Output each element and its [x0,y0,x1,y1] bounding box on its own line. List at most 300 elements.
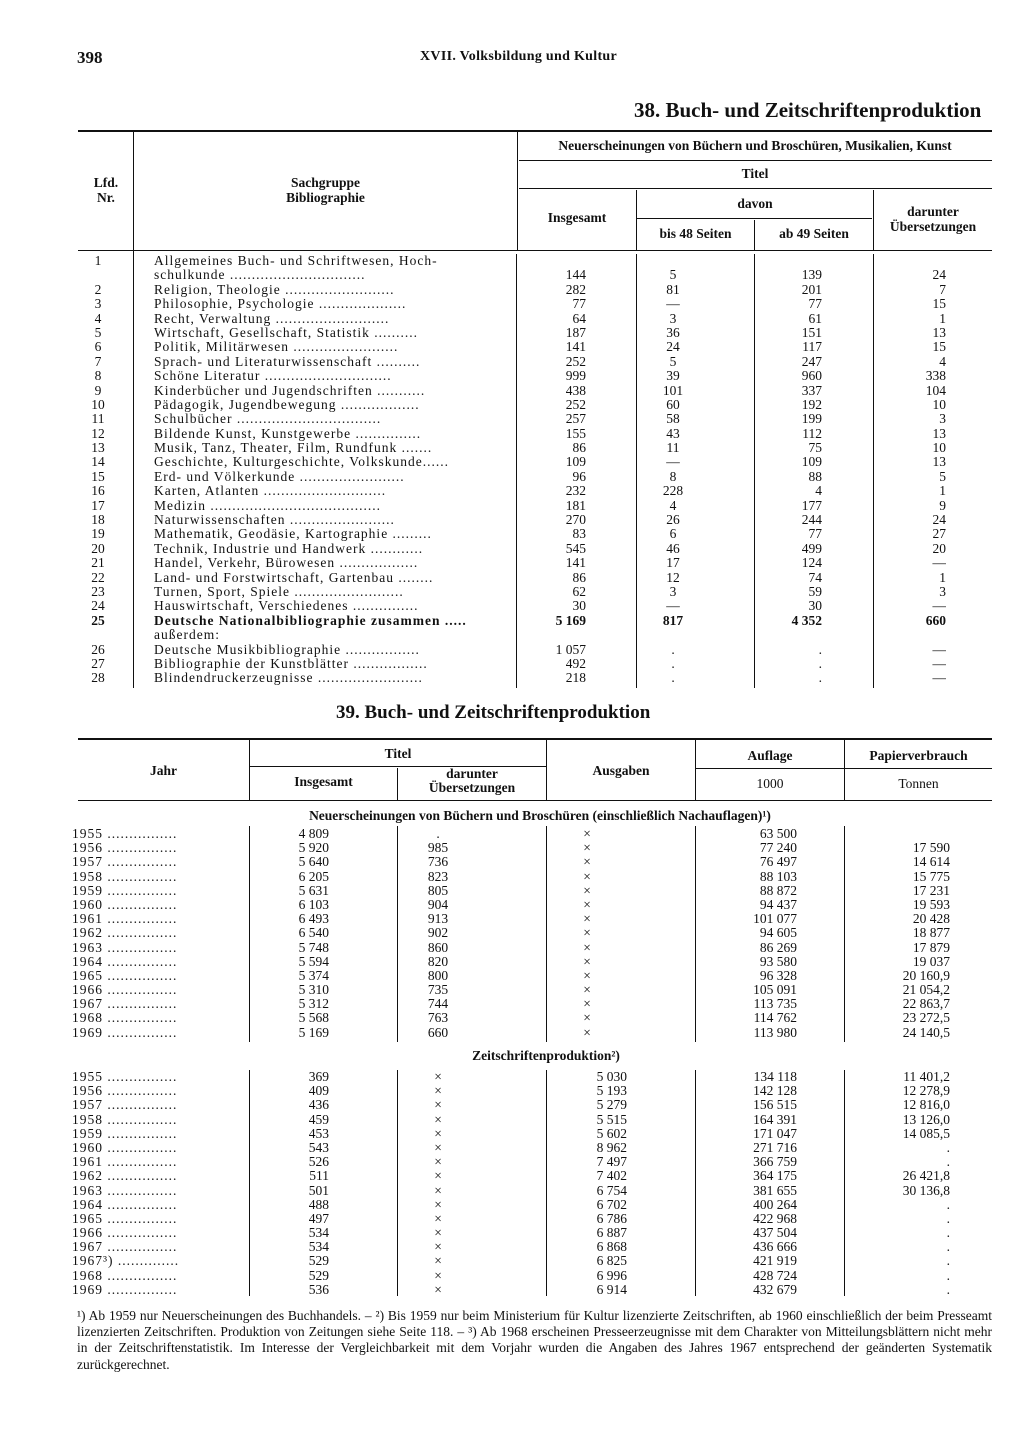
row-nr: 17 [91,498,105,513]
row-label: Bildende Kunst, Kunstgewerbe ............... [154,426,422,441]
row-jahr: 1969 ................ [72,1282,178,1297]
table-row [72,827,992,841]
row-ab49: 192 [801,397,822,412]
row-auflage: 86 269 [759,940,797,955]
row-bis48: 26 [666,513,680,528]
row-ab49: 112 [802,426,822,441]
row-uebersetzungen: 10 [932,397,946,412]
row-papier: 20 428 [912,912,950,927]
row-insgesamt: 5 169 [555,613,586,628]
row-auflage: 364 175 [753,1169,797,1184]
row-label: Schulbücher ................................. [154,412,382,427]
row-papier: 15 775 [912,869,950,884]
row-auflage: 105 091 [753,983,797,998]
row-uebersetzungen: 13 [932,426,946,441]
row-jahr: 1963 ................ [72,940,178,955]
table-row [78,455,998,469]
row-jahr: 1955 ................ [72,1070,178,1084]
table-row [72,1011,992,1025]
row-uebersetzungen: 860 [427,940,449,955]
row-insgesamt: 218 [565,671,586,686]
row-label: außerdem: [154,628,220,643]
row-insgesamt: 6 540 [298,926,329,941]
row-jahr: 1967³) .............. [72,1254,180,1269]
row-ab49: 499 [801,541,822,556]
row-auflage: 94 605 [759,926,797,941]
row-nr: 26 [91,642,105,657]
row-nr: 12 [91,426,105,441]
table-row [72,1169,992,1183]
row-auflage: 88 872 [759,883,797,898]
row-nr: 16 [91,484,105,499]
row-insgesamt: 181 [565,498,586,513]
col-insgesamt: Insgesamt [547,210,607,225]
row-uebersetzungen: × [434,1268,442,1283]
col-nr: Nr. [97,190,115,205]
row-ausgaben: 6 996 [596,1268,627,1283]
table-row [72,855,992,869]
row-label: Naturwissenschaften ........................ [154,513,395,528]
row-bis48: 60 [666,397,680,412]
row-nr: 22 [91,570,105,585]
row-auflage: 171 047 [753,1126,797,1141]
table-row [72,1283,992,1297]
table-row [78,657,998,671]
row-auflage: 114 762 [753,1011,797,1026]
row-uebersetzungen: 744 [427,997,449,1012]
row-auflage: 113 735 [753,997,797,1012]
col-ausgaben: Ausgaben [592,763,650,778]
row-uebersetzungen: × [434,1211,442,1226]
row-insgesamt: 83 [572,527,586,542]
row-jahr: 1965 ................ [72,968,178,983]
table-row [72,1026,992,1040]
table-row [78,499,998,513]
row-bis48: 39 [666,369,680,384]
row-papier: 18 877 [912,926,950,941]
row-ab49: 201 [801,282,822,297]
row-insgesamt: 62 [572,584,586,599]
row-jahr: 1963 ................ [72,1183,178,1198]
row-ausgaben: 7 402 [596,1169,627,1184]
rule [78,800,992,801]
row-bis48: 5 [669,268,677,283]
row-bis48: 11 [666,441,680,456]
row-insgesamt: 109 [565,455,586,470]
table-row [78,427,998,441]
row-label: schulkunde ............................... [154,268,366,283]
row-uebersetzungen: × [434,1183,442,1198]
row-auflage: 134 118 [753,1070,797,1084]
row-insgesamt: 529 [308,1268,329,1283]
row-uebersetzungen: × [434,1126,442,1141]
table-row [72,983,992,997]
row-insgesamt: 543 [308,1140,329,1155]
row-insgesamt: 529 [308,1254,329,1269]
row-insgesamt: 252 [565,397,586,412]
col-bib: Bibliographie [286,190,365,205]
row-label: Sprach- und Literaturwissenschaft .......... [154,354,421,369]
row-uebersetzungen: 24 [932,513,946,528]
row-uebersetzungen: 1 [939,484,946,499]
row-ab49: . [818,642,822,657]
col-neuerscheinungen: Neuerscheinungen von Büchern und Broschüren, Musikalien, Kunst [558,138,952,153]
row-papier: . [946,1211,950,1226]
row-auflage: 421 919 [753,1254,797,1269]
row-papier: 19 037 [912,954,950,969]
row-auflage: 400 264 [753,1197,797,1212]
table-row [78,484,998,498]
row-bis48: 817 [662,613,684,628]
row-label: Kinderbücher und Jugendschriften ........... [154,383,426,398]
row-jahr: 1964 ................ [72,954,178,969]
row-bis48: 228 [662,484,684,499]
row-label: Recht, Verwaltung .......................... [154,311,390,326]
row-papier: . [946,1197,950,1212]
rule [636,218,872,219]
table-row [72,1254,992,1268]
row-label: Allgemeines Buch- und Schriftwesen, Hoch- [154,254,438,268]
row-label: Handel, Verkehr, Bürowesen .................. [154,556,419,571]
table-row [78,355,998,369]
table-row [72,1084,992,1098]
row-auflage: 428 724 [753,1268,797,1283]
table-38-body [78,254,998,686]
row-jahr: 1956 ................ [72,841,178,856]
col-titel: Titel [384,746,412,761]
row-ab49: 77 [808,527,822,542]
row-insgesamt: 453 [308,1126,329,1141]
col-darunter-line1: darunter [907,204,959,219]
row-bis48: 58 [666,412,680,427]
row-insgesamt: 5 920 [298,841,329,856]
row-jahr: 1959 ................ [72,883,178,898]
row-uebersetzungen: 5 [939,469,946,484]
row-uebersetzungen: 13 [932,455,946,470]
row-uebersetzungen: 27 [932,527,946,542]
row-ab49: 77 [808,297,822,312]
row-ausgaben: 5 193 [596,1084,627,1099]
row-bis48: 43 [666,426,680,441]
row-ausgaben: × [583,926,591,941]
row-ausgaben: 5 602 [596,1126,627,1141]
row-uebersetzungen: — [932,642,946,657]
row-bis48: 101 [662,383,684,398]
table-row [78,340,998,354]
row-nr: 25 [91,613,105,628]
col-sachgruppe [134,175,517,205]
row-auflage: 381 655 [753,1183,797,1198]
row-label: Karten, Atlanten ............................ [154,484,387,499]
table-row [78,585,998,599]
row-ab49: . [818,656,822,671]
table-row [72,1198,992,1212]
row-jahr: 1956 ................ [72,1084,178,1099]
row-bis48: 81 [666,282,680,297]
row-auflage: 142 128 [753,1084,797,1099]
row-bis48: 5 [669,354,677,369]
row-insgesamt: 5 312 [298,997,329,1012]
row-papier: 24 140,5 [902,1025,950,1040]
row-insgesamt: 1 057 [555,642,586,657]
row-papier: 21 054,2 [902,983,950,998]
row-insgesamt: 526 [308,1155,329,1170]
row-insgesamt: 96 [572,469,586,484]
row-insgesamt: 5 631 [298,883,329,898]
col-insgesamt: Insgesamt [294,774,353,789]
row-label: Erd- und Völkerkunde ........................ [154,469,405,484]
row-uebersetzungen: × [434,1254,442,1269]
table-row [72,926,992,940]
row-insgesamt: 86 [572,441,586,456]
row-label: Religion, Theologie ......................... [154,282,395,297]
row-uebersetzungen: 24 [932,268,946,283]
table-row [72,1155,992,1169]
table-row [78,571,998,585]
row-papier: . [946,1140,950,1155]
row-insgesamt: 187 [565,325,586,340]
table-row [78,283,998,297]
rule [78,738,992,740]
footnotes [77,1308,992,1373]
col-bis48: bis 48 Seiten [659,226,732,241]
row-bis48: 6 [669,527,677,542]
row-ausgaben: × [583,912,591,927]
row-auflage: 101 077 [753,912,797,927]
table-row [78,556,998,570]
table-row [78,412,998,426]
row-bis48: — [666,599,680,614]
row-uebersetzungen: — [932,656,946,671]
row-jahr: 1962 ................ [72,926,178,941]
row-label: Bibliographie der Kunstblätter ................. [154,656,428,671]
row-papier: . [946,1282,950,1297]
table-row [72,1184,992,1198]
row-ausgaben: × [583,869,591,884]
row-uebersetzungen: 338 [925,369,946,384]
row-nr: 14 [91,455,105,470]
row-jahr: 1960 ................ [72,897,178,912]
row-nr: 4 [94,311,102,326]
row-nr: 21 [91,556,105,571]
row-ausgaben: × [583,983,591,998]
row-insgesamt: 999 [565,369,586,384]
row-jahr: 1957 ................ [72,1098,178,1113]
row-jahr: 1968 ................ [72,1268,178,1283]
row-insgesamt: 534 [308,1240,329,1255]
row-label: Blindendruckerzeugnisse ........................ [154,671,423,686]
row-label: Philosophie, Psychologie .................... [154,297,407,312]
row-papier: 12 278,9 [902,1084,950,1099]
row-insgesamt: 270 [565,513,586,528]
table-row [78,628,998,642]
row-insgesamt: 86 [572,570,586,585]
row-ab49: 109 [801,455,822,470]
row-ausgaben: × [583,940,591,955]
row-jahr: 1958 ................ [72,869,178,884]
row-insgesamt: 6 493 [298,912,329,927]
row-ausgaben: × [583,1011,591,1026]
row-papier: 22 863,7 [902,997,950,1012]
col-jahr: Jahr [150,763,177,778]
table-row [78,542,998,556]
footnote-text: ¹) Ab 1959 nur Neuerscheinungen des Buchhandels. – ²) Bis 1959 nur beim Ministerium für Kultur lizenzierte Zeitschriften, ab 1960 einschließlich der beim Presseamt lizenzierten Zeitschriften. Produktion von Zeitungen siehe Seite 118. – ³) Ab 1968 erscheinen Presseerzeugnisse mit dem Charakter von Mitteilungsblättern nicht mehr in der Zeitschriftenstatistik. Im Interesse der Vergleichbarkeit mit dem Vorjahr wurden die Angaben des Jahres 1967 entsprechend der geänderten Systematik zurückgerechnet. [77,1308,992,1372]
rule [78,250,992,251]
row-ausgaben: × [583,997,591,1012]
row-bis48: . [671,656,675,671]
col-darunter-line2: Übersetzungen [428,780,516,795]
row-insgesamt: 534 [308,1226,329,1241]
row-jahr: 1961 ................ [72,1155,178,1170]
row-nr: 10 [91,397,105,412]
row-ausgaben: × [583,968,591,983]
row-ausgaben: 6 887 [596,1226,627,1241]
row-insgesamt: 488 [308,1197,329,1212]
row-papier: 13 126,0 [902,1112,950,1127]
row-nr: 15 [91,469,105,484]
row-uebersetzungen: 823 [427,869,449,884]
table-row [72,870,992,884]
row-insgesamt: 77 [572,297,586,312]
table-row [78,384,998,398]
row-nr: 20 [91,541,105,556]
row-auflage: 76 497 [759,855,797,870]
row-auflage: 422 968 [753,1211,797,1226]
row-papier: 26 421,8 [902,1169,950,1184]
row-insgesamt: 64 [572,311,586,326]
table-row [72,841,992,855]
row-jahr: 1960 ................ [72,1140,178,1155]
row-label: Turnen, Sport, Spiele ......................... [154,584,404,599]
table-39-title: 39. Buch- und Zeitschriftenproduktion [336,702,651,723]
row-ab49: 30 [808,599,822,614]
row-bis48: . [671,642,675,657]
row-ausgaben: × [583,841,591,856]
row-ab49: 124 [801,556,822,571]
table-row [78,398,998,412]
row-uebersetzungen: 763 [427,1011,449,1026]
section-buecher: Neuerscheinungen von Büchern und Broschüren (einschließlich Nachauflagen)¹) [309,808,771,823]
row-label: Musik, Tanz, Theater, Film, Rundfunk ....... [154,441,433,456]
row-uebersetzungen: × [434,1169,442,1184]
row-auflage: 366 759 [753,1155,797,1170]
row-nr: 7 [94,354,102,369]
row-uebersetzungen: 820 [427,954,449,969]
row-uebersetzungen: 7 [939,282,946,297]
row-label: Geschichte, Kulturgeschichte, Volkskunde...... [154,455,449,470]
table-row [78,369,998,383]
col-papier: Papierverbrauch [869,748,968,763]
row-nr: 27 [91,656,105,671]
row-label: Land- und Forstwirtschaft, Gartenbau ........ [154,570,434,585]
row-insgesamt: 30 [572,599,586,614]
row-uebersetzungen: 20 [932,541,946,556]
row-bis48: — [666,297,680,312]
row-jahr: 1966 ................ [72,1226,178,1241]
row-uebersetzungen: × [434,1155,442,1170]
table-row [72,997,992,1011]
table-row [78,312,998,326]
row-bis48: 46 [666,541,680,556]
col-sach: Sachgruppe [290,175,361,190]
row-insgesamt: 369 [308,1070,329,1084]
row-ausgaben: 5 279 [596,1098,627,1113]
col-darunter [398,767,546,795]
row-insgesamt: 232 [565,484,586,499]
row-ab49: 960 [801,369,822,384]
row-ab49: 177 [801,498,822,513]
row-auflage: 77 240 [759,841,797,856]
row-uebersetzungen: 913 [427,912,449,927]
row-label: Deutsche Nationalbibliographie zusammen ..... [154,613,467,628]
row-papier: 19 593 [912,897,950,912]
row-uebersetzungen: 800 [427,968,449,983]
row-auflage: 271 716 [753,1140,797,1155]
row-bis48: 4 [669,498,677,513]
row-ausgaben: 6 786 [596,1211,627,1226]
col-titel: Titel [741,166,769,181]
row-ausgaben: × [583,897,591,912]
row-ab49: 247 [801,354,822,369]
row-jahr: 1967 ................ [72,997,178,1012]
row-nr: 18 [91,513,105,528]
row-ausgaben: 5 030 [596,1070,627,1084]
row-ab49: 139 [801,268,822,283]
table-row [78,297,998,311]
row-insgesamt: 282 [565,282,586,297]
table-row [72,941,992,955]
page-number: 398 [77,48,103,67]
row-uebersetzungen: 660 [925,613,946,628]
row-insgesamt: 155 [565,426,586,441]
row-auflage: 93 580 [759,954,797,969]
col-auflage-unit: 1000 [756,776,784,791]
row-ausgaben: 7 497 [596,1155,627,1170]
row-uebersetzungen: 9 [939,498,946,513]
row-ausgaben: × [583,883,591,898]
row-insgesamt: 6 205 [298,869,329,884]
row-uebersetzungen: × [434,1112,442,1127]
row-insgesamt: 5 748 [298,940,329,955]
row-insgesamt: 5 640 [298,855,329,870]
col-papier-unit: Tonnen [898,776,939,791]
row-label: Medizin ....................................... [154,498,381,513]
row-bis48: 36 [666,325,680,340]
table-row [78,441,998,455]
table-row [78,513,998,527]
row-jahr: 1958 ................ [72,1112,178,1127]
row-insgesamt: 436 [308,1098,329,1113]
row-uebersetzungen: × [434,1226,442,1241]
row-label: Schöne Literatur ............................. [154,369,392,384]
row-jahr: 1966 ................ [72,983,178,998]
row-uebersetzungen: 904 [427,897,449,912]
table-row [72,1070,992,1084]
row-insgesamt: 511 [309,1169,329,1184]
row-nr: 8 [94,369,102,384]
row-papier: 14 614 [912,855,950,870]
row-uebersetzungen: — [932,671,946,686]
row-papier: 14 085,5 [902,1126,950,1141]
row-uebersetzungen: 13 [932,325,946,340]
row-nr: 3 [94,297,102,312]
table-row [78,614,998,628]
row-label: Pädagogik, Jugendbewegung .................. [154,397,420,412]
row-bis48: 17 [666,556,680,571]
row-uebersetzungen: 3 [939,412,946,427]
row-jahr: 1957 ................ [72,855,178,870]
row-insgesamt: 141 [565,340,586,355]
